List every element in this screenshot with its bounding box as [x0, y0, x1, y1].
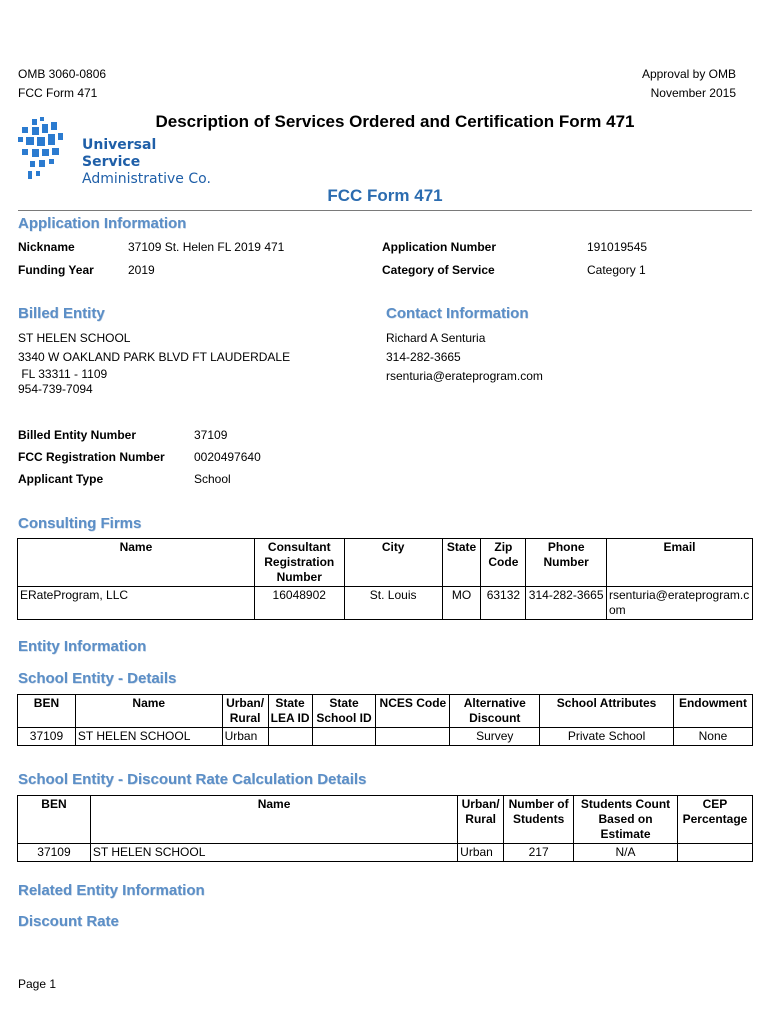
- cell-ben: 37109: [18, 728, 76, 746]
- billed-entity-heading: Billed Entity: [18, 305, 105, 322]
- billed-entity-phone: 954-739-7094: [18, 382, 93, 396]
- cell-school-attributes: Private School: [540, 728, 674, 746]
- cell-state: MO: [442, 587, 481, 620]
- table-row: [18, 844, 753, 862]
- col-city: City: [344, 539, 442, 587]
- document-title: Description of Services Ordered and Certification Form 471: [155, 112, 635, 131]
- col-phone: Phone Number: [526, 539, 607, 587]
- cell-cep-percentage: [677, 844, 752, 862]
- col-name: Name: [75, 695, 222, 728]
- related-entity-heading: Related Entity Information: [18, 882, 205, 899]
- col-alt-discount: Alternative Discount: [450, 695, 540, 728]
- discount-rate-heading: Discount Rate: [18, 913, 119, 930]
- usac-logo-text: [82, 137, 218, 188]
- col-ben: BEN: [18, 695, 76, 728]
- discount-calc-table: [17, 795, 753, 862]
- billed-entity-address2: FL 33311 - 1109: [18, 367, 108, 381]
- col-state-lea-id: State LEA ID: [268, 695, 312, 728]
- col-urban-rural: Urban/ Rural: [458, 796, 504, 844]
- col-consultant-reg: Consultant Registration Number: [254, 539, 344, 587]
- usac-logo: [18, 117, 218, 187]
- cell-endowment: None: [673, 728, 752, 746]
- table-row: [18, 587, 753, 620]
- cell-phone: 314-282-3665: [526, 587, 607, 620]
- col-name: Name: [90, 796, 457, 844]
- header-right: [642, 65, 736, 103]
- school-details-table: [17, 694, 753, 746]
- cell-number-of-students: 217: [504, 844, 574, 862]
- col-email: Email: [606, 539, 752, 587]
- table-header-row: [18, 695, 753, 728]
- nickname-label: Nickname: [18, 240, 75, 254]
- col-endowment: Endowment: [673, 695, 752, 728]
- col-state: State: [442, 539, 481, 587]
- col-count-based-on-estimate: Students Count Based on Estimate: [574, 796, 678, 844]
- col-ben: BEN: [18, 796, 91, 844]
- billed-entity-block: [18, 329, 290, 397]
- cell-name: ERateProgram, LLC: [18, 587, 255, 620]
- col-state-school-id: State School ID: [312, 695, 376, 728]
- cell-alt-discount: Survey: [450, 728, 540, 746]
- category-value: Category 1: [587, 263, 646, 277]
- cell-urban-rural: Urban: [222, 728, 268, 746]
- col-number-of-students: Number of Students: [504, 796, 574, 844]
- col-zip: Zip Code: [481, 539, 526, 587]
- billed-entity-address1: 3340 W OAKLAND PARK BLVD FT LAUDERDALE: [18, 350, 291, 364]
- ben-label: Billed Entity Number: [18, 428, 137, 442]
- fcc-reg-value: 0020497640: [194, 450, 261, 464]
- ben-value: 37109: [194, 428, 228, 442]
- col-cep-percentage: CEP Percentage: [677, 796, 752, 844]
- applicant-type-value: School: [194, 472, 231, 486]
- billed-entity-name: ST HELEN SCHOOL: [18, 331, 131, 345]
- contact-phone: 314-282-3665: [386, 350, 461, 364]
- usac-logo-mark-icon: [18, 117, 78, 187]
- approval-date: November 2015: [650, 86, 736, 100]
- cell-consultant-reg: 16048902: [254, 587, 344, 620]
- table-header-row: [18, 796, 753, 844]
- cell-count-based-on-estimate: N/A: [574, 844, 678, 862]
- consulting-firms-heading: Consulting Firms: [18, 515, 142, 532]
- logo-line-1: Universal Service: [82, 137, 157, 170]
- table-header-row: [18, 539, 753, 587]
- form-number: FCC Form 471: [18, 86, 98, 100]
- consulting-firms-table: [17, 538, 753, 620]
- cell-urban-rural: Urban: [458, 844, 504, 862]
- approval-text: Approval by OMB: [641, 67, 736, 81]
- cell-name: ST HELEN SCHOOL: [90, 844, 457, 862]
- funding-year-label: Funding Year: [18, 263, 94, 277]
- logo-line-2: Administrative Co.: [82, 171, 211, 187]
- category-label: Category of Service: [382, 263, 495, 277]
- fcc-reg-label: FCC Registration Number: [18, 450, 165, 464]
- contact-email[interactable]: rsenturia@erateprogram.com: [386, 369, 543, 383]
- header-left: [18, 65, 106, 103]
- col-urban-rural: Urban/ Rural: [222, 695, 268, 728]
- school-details-heading: School Entity - Details: [18, 670, 177, 687]
- app-number-value: 191019545: [587, 240, 648, 254]
- form-title: FCC Form 471: [327, 186, 443, 205]
- application-info-heading: Application Information: [18, 215, 187, 232]
- contact-info-heading: Contact Information: [386, 305, 529, 322]
- nickname-value: 37109 St. Helen FL 2019 471: [128, 240, 285, 254]
- cell-ben: 37109: [18, 844, 91, 862]
- omb-number: OMB 3060-0806: [18, 67, 107, 81]
- cell-state-school-id: [312, 728, 376, 746]
- divider: [18, 210, 752, 211]
- col-nces-code: NCES Code: [376, 695, 450, 728]
- cell-state-lea-id: [268, 728, 312, 746]
- col-name: Name: [18, 539, 255, 587]
- contact-name: Richard A Senturia: [386, 331, 486, 345]
- contact-block: [386, 329, 543, 386]
- page-number: Page 1: [18, 977, 57, 991]
- app-number-label: Application Number: [382, 240, 497, 254]
- table-row: [18, 728, 753, 746]
- cell-name: ST HELEN SCHOOL: [75, 728, 222, 746]
- cell-zip: 63132: [481, 587, 526, 620]
- cell-city: St. Louis: [344, 587, 442, 620]
- cell-nces-code: [376, 728, 450, 746]
- entity-info-heading: Entity Information: [18, 638, 147, 655]
- applicant-type-label: Applicant Type: [18, 472, 104, 486]
- discount-calc-heading: School Entity - Discount Rate Calculation Details: [18, 771, 367, 788]
- cell-email: rsenturia@erateprogram.com: [606, 587, 752, 620]
- col-school-attributes: School Attributes: [540, 695, 674, 728]
- funding-year-value: 2019: [128, 263, 155, 277]
